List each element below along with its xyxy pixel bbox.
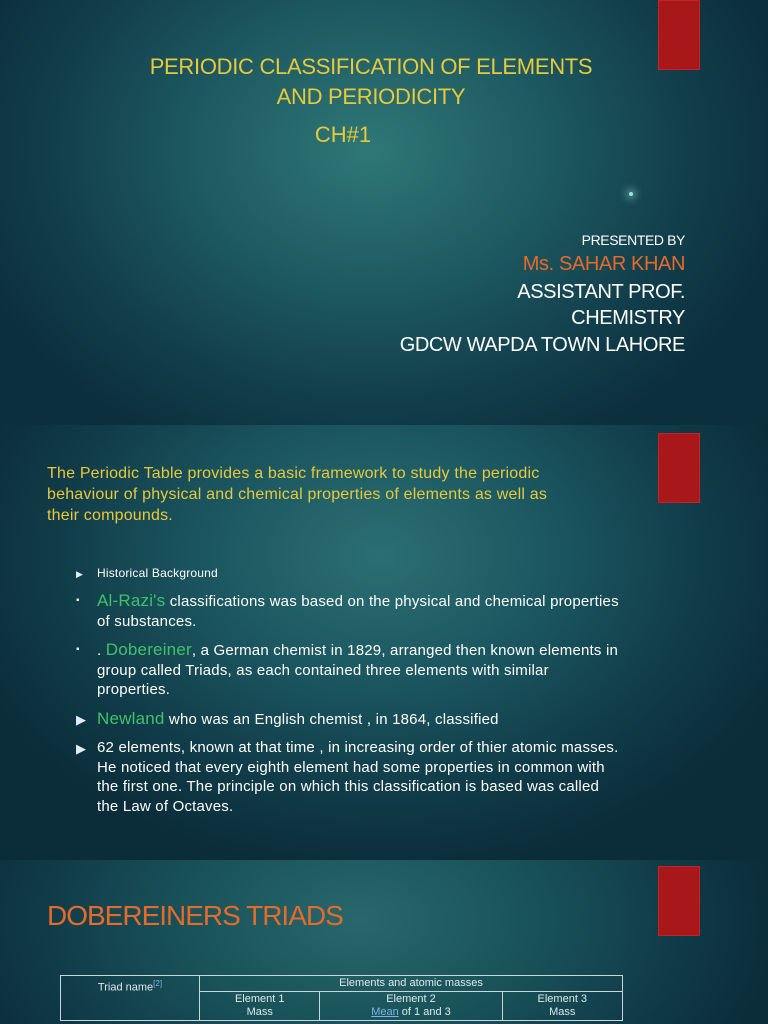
header-text: Element 2	[386, 993, 436, 1005]
history-slide	[0, 425, 768, 860]
title-line-1: PERIODIC CLASSIFICATION OF ELEMENTS	[149, 54, 593, 79]
highlight-name: Dobereiner	[105, 640, 192, 659]
header-text: of 1 and 3	[398, 1006, 451, 1018]
header-element-3	[502, 992, 622, 1021]
header-text: Mass	[246, 1006, 273, 1018]
bullet-text: 62 elements, known at that time , in increasing order of thier atomic masses. He noticed that every eighth element had some properties in common with the first one. The principle on which this classification is based was called the Law of Octaves.	[97, 739, 619, 815]
header-elements: Elements and atomic masses	[200, 976, 623, 992]
presented-by-label: PRESENTED BY	[581, 232, 685, 248]
sparkle-decoration	[629, 192, 633, 196]
header-triad-name	[61, 976, 200, 1021]
triangle-bullet-icon: ▶	[76, 569, 84, 579]
bullet-prefix: .	[97, 642, 106, 659]
header-text: Element 1	[234, 993, 285, 1005]
square-bullet-icon: ▪	[76, 595, 80, 606]
header-text: Triad name	[97, 981, 154, 994]
bullet-list	[76, 565, 621, 825]
reference-link[interactable]: [2]	[153, 979, 163, 988]
highlight-name: Al-Razi's	[97, 591, 166, 610]
list-item	[76, 591, 621, 631]
bullet-text: classifications was based on the physical and chemical properties of substances.	[97, 593, 619, 630]
list-item	[76, 640, 621, 700]
bullet-text: Historical Background	[97, 566, 218, 580]
list-item	[76, 738, 621, 816]
bullet-text: who was an English chemist , in 1864, classified	[164, 710, 499, 728]
triangle-bullet-icon: ▶	[76, 741, 87, 756]
header-element-1	[200, 992, 320, 1021]
square-bullet-icon: ▪	[76, 644, 80, 655]
triads-slide	[0, 860, 768, 1024]
presenter-name: Ms. SAHAR KHAN	[522, 253, 685, 275]
presenter-role: ASSISTANT PROF.	[517, 281, 685, 303]
title-line-2: AND PERIODICITY	[276, 84, 466, 109]
slide-title	[0, 52, 742, 112]
triads-table	[60, 975, 623, 1021]
accent-bar	[658, 433, 700, 503]
header-element-2	[320, 992, 502, 1021]
triangle-bullet-icon: ▶	[76, 711, 87, 727]
presenter-college: GDCW WAPDA TOWN LAHORE	[399, 334, 685, 356]
header-text: Element 3	[537, 993, 588, 1005]
list-item	[76, 565, 621, 581]
mean-link[interactable]: Mean	[371, 1006, 399, 1018]
bullet-text: , a German chemist in 1829, arranged then known elements in group called Triads, as each contained three elements with similar properties.	[97, 642, 619, 698]
slide-title: DOBEREINERS TRIADS	[47, 900, 343, 931]
header-text: Mass	[549, 1006, 576, 1018]
list-item	[76, 709, 621, 730]
accent-bar	[658, 866, 700, 936]
chapter-label: CH#1	[314, 122, 372, 147]
highlight-name: Newland	[97, 708, 165, 728]
title-slide	[0, 0, 768, 425]
intro-paragraph: The Periodic Table provides a basic framework to study the periodic behaviour of physical and chemical properties of elements as well as their compounds.	[47, 465, 548, 524]
presenter-department: CHEMISTRY	[571, 307, 685, 329]
